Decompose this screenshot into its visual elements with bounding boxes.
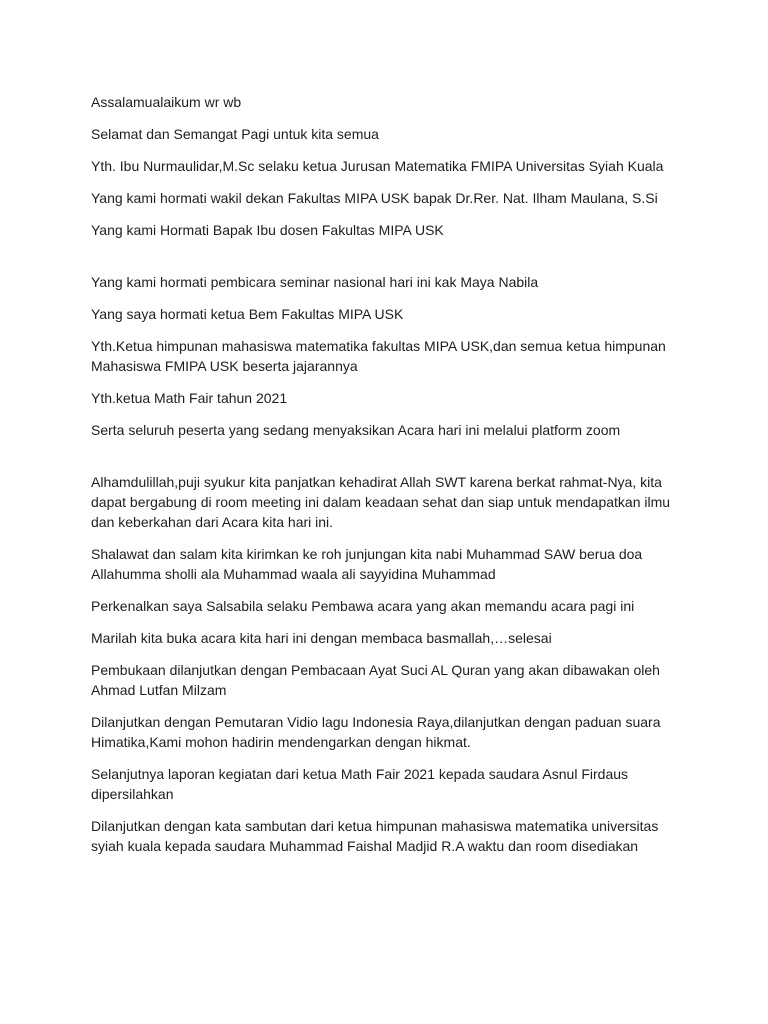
opening-gratitude: Alhamdulillah,puji syukur kita panjatkan kehadirat Allah SWT karena berkat rahmat-Nya, kita dapat bergabung di room meeting ini dalam keadaan sehat dan siap untuk mendapatkan ilmu dan keberkahan dari Acara kita hari ini. bbox=[91, 474, 671, 530]
welcome-speech: Dilanjutkan dengan kata sambutan dari ketua himpunan mahasiswa matematika universitas syiah kuala kepada saudara Muhammad Faishal Madjid R.A waktu dan room disediakan bbox=[91, 818, 659, 854]
greeting-line: Assalamualaikum wr wb bbox=[91, 94, 242, 110]
address-student-association: Yth.Ketua himpunan mahasiswa matematika fakultas MIPA USK,dan semua ketua himpunan Mahasiswa FMIPA USK beserta jajarannya bbox=[91, 338, 666, 374]
address-head-of-department: Yth. Ibu Nurmaulidar,M.Sc selaku ketua Jurusan Matematika FMIPA Universitas Syiah Kuala bbox=[91, 158, 664, 174]
document-body bbox=[91, 92, 691, 868]
opening-basmallah: Marilah kita buka acara kita hari ini dengan membaca basmallah,…selesai bbox=[91, 630, 552, 646]
blank-line bbox=[91, 452, 691, 472]
quran-recitation: Pembukaan dilanjutkan dengan Pembacaan Ayat Suci AL Quran yang akan dibawakan oleh Ahmad Lutfan Milzam bbox=[91, 662, 660, 698]
activity-report: Selanjutnya laporan kegiatan dari ketua Math Fair 2021 kepada saudara Asnul Firdaus dipersilahkan bbox=[91, 766, 629, 802]
shalawat-paragraph: Shalawat dan salam kita kirimkan ke roh junjungan kita nabi Muhammad SAW berua doa Allahumma sholli ala Muhammad waala ali sayyidina Muhammad bbox=[91, 546, 643, 582]
address-math-fair-chair: Yth.ketua Math Fair tahun 2021 bbox=[91, 390, 288, 406]
national-anthem: Dilanjutkan dengan Pemutaran Vidio lagu Indonesia Raya,dilanjutkan dengan paduan suara Himatika,Kami mohon hadirin mendengarkan dengan hikmat. bbox=[91, 714, 661, 750]
address-lecturers: Yang kami Hormati Bapak Ibu dosen Fakultas MIPA USK bbox=[91, 222, 444, 238]
address-participants: Serta seluruh peserta yang sedang menyaksikan Acara hari ini melalui platform zoom bbox=[91, 422, 621, 438]
address-vice-dean: Yang kami hormati wakil dekan Fakultas MIPA USK bapak Dr.Rer. Nat. Ilham Maulana, S.Si bbox=[91, 190, 658, 206]
blank-line bbox=[91, 252, 691, 272]
address-bem-chair: Yang saya hormati ketua Bem Fakultas MIPA USK bbox=[91, 306, 404, 322]
morning-greeting-line: Selamat dan Semangat Pagi untuk kita semua bbox=[91, 126, 379, 142]
mc-introduction: Perkenalkan saya Salsabila selaku Pembawa acara yang akan memandu acara pagi ini bbox=[91, 598, 635, 614]
address-speaker: Yang kami hormati pembicara seminar nasional hari ini kak Maya Nabila bbox=[91, 274, 539, 290]
